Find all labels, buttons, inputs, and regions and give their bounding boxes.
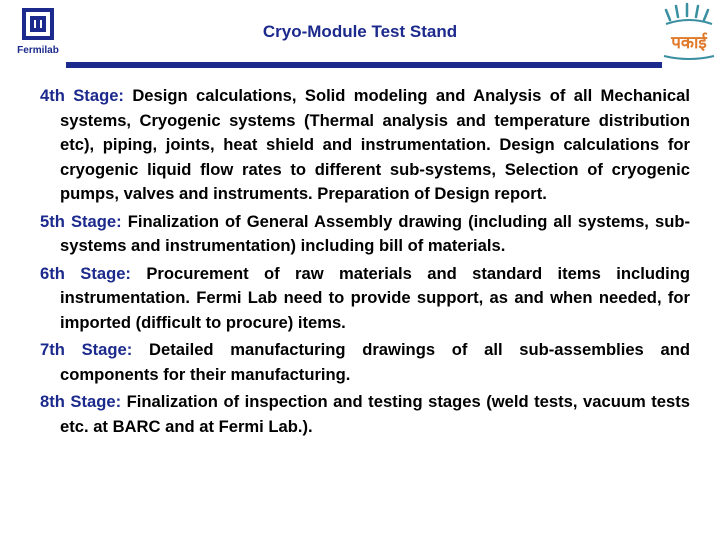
stage-item bbox=[40, 390, 690, 439]
stage-text: Finalization of inspection and testing stages (weld tests, vacuum tests etc. at BARC and at Fermi Lab.). bbox=[60, 392, 690, 436]
stage-paragraph bbox=[40, 338, 690, 387]
stage-label: 7th Stage: bbox=[40, 340, 133, 359]
stage-text: Detailed manufacturing drawings of all sub-assemblies and components for their manufacturing. bbox=[60, 340, 690, 384]
stage-label: 8th Stage: bbox=[40, 392, 122, 411]
stages-list bbox=[40, 84, 690, 442]
stage-paragraph bbox=[40, 210, 690, 259]
slide-header bbox=[0, 0, 720, 70]
stage-paragraph bbox=[40, 390, 690, 439]
stage-text: Finalization of General Assembly drawing (including all systems, sub-systems and instrumentation) including bill of materials. bbox=[60, 211, 690, 255]
stage-item bbox=[40, 262, 690, 336]
page-title: Cryo-Module Test Stand bbox=[262, 22, 458, 41]
stage-item bbox=[40, 84, 690, 207]
stage-label: 6th Stage: bbox=[40, 263, 131, 283]
title-divider bbox=[66, 62, 662, 68]
stage-label: 4th Stage: bbox=[40, 86, 124, 105]
parkhi-logo-text: पकाई bbox=[671, 33, 707, 53]
stage-paragraph bbox=[40, 84, 690, 207]
stage-paragraph bbox=[40, 262, 690, 336]
fermilab-logo-text: Fermilab bbox=[17, 45, 59, 56]
stage-text: Design calculations, Solid modeling and Analysis of all Mechanical systems, Cryogenic systems (Thermal analysis and temperature distribution etc), piping, joints, heat shield and instrumentation. Design calculations for cryogenic liquid flow rates to different sub-systems, Selection of cryogenic pumps, valves and instruments. Preparation of Design report. bbox=[60, 86, 690, 203]
stage-item bbox=[40, 210, 690, 259]
stage-item bbox=[40, 338, 690, 387]
parkhi-logo-icon bbox=[658, 2, 720, 64]
parkhi-logo bbox=[658, 2, 720, 64]
stage-text: Procurement of raw materials and standard items including instrumentation. Fermi Lab need to provide support, as and when needed, for imported (difficult to procure) items. bbox=[60, 263, 690, 332]
stage-label: 5th Stage: bbox=[40, 211, 122, 231]
